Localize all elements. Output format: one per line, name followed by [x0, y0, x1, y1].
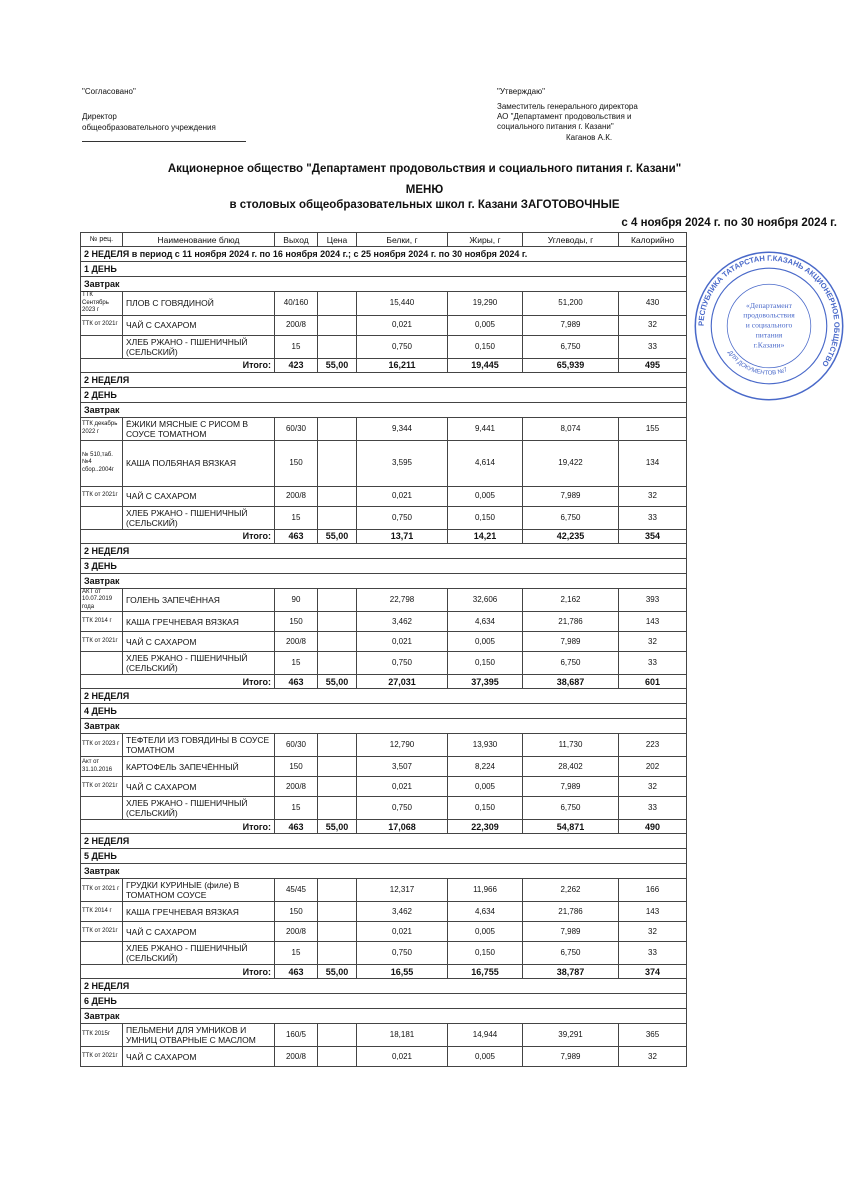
organization-title: Акционерное общество "Департамент продовольствия и социального питания г. Казани"	[167, 163, 682, 175]
total-carbs: 42,235	[523, 529, 619, 543]
section-label: Завтрак	[81, 573, 687, 588]
section-row	[81, 573, 687, 588]
dish-carbs: 28,402	[523, 757, 619, 777]
section-row	[81, 864, 687, 879]
section-row	[81, 558, 687, 573]
agreed-label: "Согласовано"	[82, 87, 136, 96]
col-price: Цена	[318, 233, 357, 247]
dish-name: ХЛЕБ РЖАНО - ПШЕНИЧНЫЙ (СЕЛЬСКИЙ)	[123, 506, 275, 529]
dish-price	[318, 757, 357, 777]
section-row	[81, 704, 687, 719]
section-label: 2 НЕДЕЛЯ	[81, 689, 687, 704]
dish-output: 40/160	[275, 292, 318, 316]
dish-row	[81, 1047, 687, 1067]
section-label: 5 ДЕНЬ	[81, 849, 687, 864]
dish-row	[81, 486, 687, 506]
col-dish-name: Наименование блюд	[123, 233, 275, 247]
dish-row	[81, 797, 687, 820]
stamp-text: г.Казани»	[753, 340, 785, 350]
section-row	[81, 689, 687, 704]
dish-fat: 32,606	[448, 588, 523, 612]
recipe-ref: Акт от 31.10.2016	[81, 757, 123, 777]
section-label: 4 ДЕНЬ	[81, 704, 687, 719]
section-label: 3 ДЕНЬ	[81, 558, 687, 573]
dish-fat: 0,150	[448, 797, 523, 820]
total-calories: 490	[619, 820, 687, 834]
dish-name: ХЛЕБ РЖАНО - ПШЕНИЧНЫЙ (СЕЛЬСКИЙ)	[123, 335, 275, 358]
section-row	[81, 262, 687, 277]
stamp-text: продовольствия	[743, 310, 795, 320]
total-label: Итого:	[81, 675, 275, 689]
dish-output: 200/8	[275, 486, 318, 506]
dish-calories: 33	[619, 797, 687, 820]
total-protein: 16,211	[357, 358, 448, 372]
dish-output: 150	[275, 440, 318, 486]
dish-protein: 0,021	[357, 315, 448, 335]
total-protein: 13,71	[357, 529, 448, 543]
recipe-ref: ТТК от 2021г	[81, 777, 123, 797]
dish-fat: 4,614	[448, 440, 523, 486]
total-price: 55,00	[318, 358, 357, 372]
dish-price	[318, 1024, 357, 1047]
dish-carbs: 6,750	[523, 942, 619, 965]
dish-protein: 9,344	[357, 417, 448, 440]
dish-name: ЧАЙ С САХАРОМ	[123, 632, 275, 652]
dish-row	[81, 902, 687, 922]
section-label: 1 ДЕНЬ	[81, 262, 687, 277]
section-row	[81, 372, 687, 387]
stamp-text: «Департамент	[746, 300, 792, 310]
dish-fat: 0,005	[448, 632, 523, 652]
total-label: Итого:	[81, 358, 275, 372]
dish-calories: 143	[619, 902, 687, 922]
total-row	[81, 675, 687, 689]
total-price: 55,00	[318, 965, 357, 979]
dish-price	[318, 734, 357, 757]
recipe-ref	[81, 506, 123, 529]
section-row	[81, 387, 687, 402]
dish-calories: 365	[619, 1024, 687, 1047]
col-carbs: Углеводы, г	[523, 233, 619, 247]
recipe-ref	[81, 652, 123, 675]
dish-calories: 166	[619, 879, 687, 902]
dish-output: 60/30	[275, 417, 318, 440]
total-row	[81, 358, 687, 372]
dish-output: 15	[275, 335, 318, 358]
dish-row	[81, 1024, 687, 1047]
dish-fat: 0,005	[448, 1047, 523, 1067]
dish-calories: 202	[619, 757, 687, 777]
dish-carbs: 21,786	[523, 902, 619, 922]
dish-row	[81, 879, 687, 902]
dish-protein: 3,462	[357, 612, 448, 632]
section-row	[81, 543, 687, 558]
dish-output: 200/8	[275, 315, 318, 335]
dish-output: 45/45	[275, 879, 318, 902]
dish-row	[81, 440, 687, 486]
dish-protein: 12,790	[357, 734, 448, 757]
dish-price	[318, 486, 357, 506]
total-calories: 374	[619, 965, 687, 979]
approver-line-1: Заместитель генерального директора	[497, 102, 638, 111]
stamp-inner-text: ДЛЯ ДОКУМЕНТОВ №7	[726, 349, 789, 377]
dish-price	[318, 506, 357, 529]
dish-price	[318, 335, 357, 358]
section-label: 2 НЕДЕЛЯ	[81, 543, 687, 558]
dish-fat: 19,290	[448, 292, 523, 316]
dish-protein: 0,750	[357, 942, 448, 965]
recipe-ref: № 510,таб.№4 сбор..2004г	[81, 440, 123, 486]
recipe-ref	[81, 797, 123, 820]
col-fat: Жиры, г	[448, 233, 523, 247]
total-row	[81, 965, 687, 979]
dish-name: ХЛЕБ РЖАНО - ПШЕНИЧНЫЙ (СЕЛЬСКИЙ)	[123, 652, 275, 675]
dish-carbs: 21,786	[523, 612, 619, 632]
total-output: 463	[275, 965, 318, 979]
dish-fat: 4,634	[448, 902, 523, 922]
dish-fat: 0,005	[448, 777, 523, 797]
total-label: Итого:	[81, 820, 275, 834]
recipe-ref: ТТК от 2023 г	[81, 734, 123, 757]
dish-price	[318, 292, 357, 316]
total-protein: 27,031	[357, 675, 448, 689]
dish-carbs: 7,989	[523, 922, 619, 942]
total-fat: 19,445	[448, 358, 523, 372]
section-label: Завтрак	[81, 277, 687, 292]
dish-calories: 33	[619, 335, 687, 358]
dish-price	[318, 588, 357, 612]
col-calories: Калорийно	[619, 233, 687, 247]
dish-row	[81, 652, 687, 675]
dish-fat: 0,005	[448, 922, 523, 942]
total-row	[81, 529, 687, 543]
recipe-ref: ТТК 2015г	[81, 1024, 123, 1047]
recipe-ref: ТТК Сентябрь 2023 г	[81, 292, 123, 316]
dish-row	[81, 417, 687, 440]
dish-row	[81, 734, 687, 757]
dish-fat: 4,634	[448, 612, 523, 632]
section-label: Завтрак	[81, 402, 687, 417]
dish-calories: 33	[619, 506, 687, 529]
recipe-ref	[81, 335, 123, 358]
menu-period: с 4 ноября 2024 г. по 30 ноября 2024 г.	[621, 217, 837, 229]
dish-carbs: 7,989	[523, 777, 619, 797]
dish-row	[81, 632, 687, 652]
dish-calories: 223	[619, 734, 687, 757]
dish-calories: 33	[619, 942, 687, 965]
section-row	[81, 994, 687, 1009]
dish-output: 15	[275, 797, 318, 820]
section-label: Завтрак	[81, 1009, 687, 1024]
section-label: Завтрак	[81, 864, 687, 879]
dish-fat: 0,150	[448, 652, 523, 675]
total-fat: 14,21	[448, 529, 523, 543]
total-fat: 37,395	[448, 675, 523, 689]
approver-line-2: АО "Департамент продовольствия и	[497, 112, 632, 121]
dish-carbs: 6,750	[523, 797, 619, 820]
dish-output: 150	[275, 612, 318, 632]
dish-row	[81, 942, 687, 965]
table-header	[81, 233, 687, 247]
dish-price	[318, 922, 357, 942]
section-row	[81, 849, 687, 864]
total-carbs: 38,687	[523, 675, 619, 689]
recipe-ref: ТТК от 2021г	[81, 632, 123, 652]
dish-output: 60/30	[275, 734, 318, 757]
dish-fat: 13,930	[448, 734, 523, 757]
dish-carbs: 51,200	[523, 292, 619, 316]
dish-name: ПЛОВ С ГОВЯДИНОЙ	[123, 292, 275, 316]
dish-row	[81, 588, 687, 612]
section-label: 2 НЕДЕЛЯ	[81, 979, 687, 994]
dish-carbs: 2,162	[523, 588, 619, 612]
dish-price	[318, 440, 357, 486]
dish-name: КАРТОФЕЛЬ ЗАПЕЧЁННЫЙ	[123, 757, 275, 777]
dish-protein: 0,021	[357, 922, 448, 942]
dish-protein: 3,595	[357, 440, 448, 486]
total-price: 55,00	[318, 529, 357, 543]
col-recipe-no: № рец.	[81, 233, 123, 247]
dish-name: ЧАЙ С САХАРОМ	[123, 1047, 275, 1067]
recipe-ref: ТТК от 2021г	[81, 315, 123, 335]
dish-fat: 11,966	[448, 879, 523, 902]
total-label: Итого:	[81, 529, 275, 543]
dish-protein: 18,181	[357, 1024, 448, 1047]
total-output: 463	[275, 820, 318, 834]
dish-price	[318, 417, 357, 440]
section-row	[81, 979, 687, 994]
dish-name: ПЕЛЬМЕНИ ДЛЯ УМНИКОВ И УМНИЦ ОТВАРНЫЕ С МАСЛОМ	[123, 1024, 275, 1047]
dish-calories: 32	[619, 632, 687, 652]
dish-name: КАША ГРЕЧНЕВАЯ ВЯЗКАЯ	[123, 612, 275, 632]
recipe-ref: ТТК от 2021 г	[81, 879, 123, 902]
dish-fat: 0,005	[448, 486, 523, 506]
dish-name: ТЕФТЕЛИ ИЗ ГОВЯДИНЫ В СОУСЕ ТОМАТНОМ	[123, 734, 275, 757]
recipe-ref: ТТК 2014 г	[81, 902, 123, 922]
stamp-text: и социального	[745, 320, 793, 330]
dish-price	[318, 315, 357, 335]
dish-protein: 0,021	[357, 632, 448, 652]
dish-row	[81, 335, 687, 358]
dish-protein: 0,750	[357, 506, 448, 529]
dish-row	[81, 292, 687, 316]
total-carbs: 54,871	[523, 820, 619, 834]
dish-protein: 0,021	[357, 486, 448, 506]
recipe-ref: ТТК декабрь 2022 г	[81, 417, 123, 440]
section-row	[81, 277, 687, 292]
dish-output: 90	[275, 588, 318, 612]
signature-line	[82, 141, 246, 142]
dish-fat: 0,150	[448, 506, 523, 529]
approve-label: "Утверждаю"	[497, 87, 545, 96]
dish-calories: 143	[619, 612, 687, 632]
dish-carbs: 2,262	[523, 879, 619, 902]
dish-carbs: 19,422	[523, 440, 619, 486]
stamp-outer-text: РЕСПУБЛИКА ТАТАРСТАН Г.КАЗАНЬ АКЦИОНЕРНОЕ ОБЩЕСТВО	[696, 253, 842, 369]
recipe-ref: АКТ от 10.07.2019 года	[81, 588, 123, 612]
recipe-ref: ТТК 2014 г	[81, 612, 123, 632]
dish-output: 200/8	[275, 1047, 318, 1067]
dish-name: ХЛЕБ РЖАНО - ПШЕНИЧНЫЙ (СЕЛЬСКИЙ)	[123, 797, 275, 820]
dish-row	[81, 757, 687, 777]
dish-output: 150	[275, 902, 318, 922]
total-fat: 16,755	[448, 965, 523, 979]
total-carbs: 65,939	[523, 358, 619, 372]
total-protein: 17,068	[357, 820, 448, 834]
dish-price	[318, 1047, 357, 1067]
dish-protein: 12,317	[357, 879, 448, 902]
dish-calories: 155	[619, 417, 687, 440]
dish-row	[81, 777, 687, 797]
dish-fat: 0,150	[448, 335, 523, 358]
dish-protein: 0,021	[357, 777, 448, 797]
dish-name: ЁЖИКИ МЯСНЫЕ С РИСОМ В СОУСЕ ТОМАТНОМ	[123, 417, 275, 440]
company-seal-stamp	[693, 250, 845, 402]
section-row	[81, 402, 687, 417]
recipe-ref: ТТК от 2021г	[81, 486, 123, 506]
total-output: 463	[275, 529, 318, 543]
dish-name: ХЛЕБ РЖАНО - ПШЕНИЧНЫЙ (СЕЛЬСКИЙ)	[123, 942, 275, 965]
col-output: Выход	[275, 233, 318, 247]
dish-carbs: 6,750	[523, 506, 619, 529]
total-output: 463	[275, 675, 318, 689]
dish-row	[81, 315, 687, 335]
dish-carbs: 7,989	[523, 1047, 619, 1067]
recipe-ref	[81, 942, 123, 965]
menu-title: МЕНЮ	[405, 184, 444, 196]
dish-price	[318, 652, 357, 675]
section-label: 2 НЕДЕЛЯ в период с 11 ноября 2024 г. по 16 ноября 2024 г.; с 25 ноября 2024 г. по 30 ноября 2024 г.	[81, 247, 687, 262]
dish-carbs: 7,989	[523, 486, 619, 506]
total-label: Итого:	[81, 965, 275, 979]
dish-price	[318, 942, 357, 965]
total-output: 423	[275, 358, 318, 372]
total-carbs: 38,787	[523, 965, 619, 979]
dish-output: 15	[275, 942, 318, 965]
total-calories: 495	[619, 358, 687, 372]
dish-price	[318, 902, 357, 922]
dish-calories: 32	[619, 1047, 687, 1067]
dish-output: 200/8	[275, 922, 318, 942]
section-label: 6 ДЕНЬ	[81, 994, 687, 1009]
dish-calories: 32	[619, 922, 687, 942]
dish-carbs: 7,989	[523, 632, 619, 652]
dish-output: 200/8	[275, 632, 318, 652]
total-protein: 16,55	[357, 965, 448, 979]
dish-protein: 0,750	[357, 335, 448, 358]
director-label: Директор	[82, 112, 117, 121]
dish-calories: 32	[619, 486, 687, 506]
dish-output: 15	[275, 652, 318, 675]
dish-name: КАША ПОЛБЯНАЯ ВЯЗКАЯ	[123, 440, 275, 486]
dish-price	[318, 879, 357, 902]
dish-row	[81, 506, 687, 529]
dish-protein: 3,507	[357, 757, 448, 777]
total-calories: 601	[619, 675, 687, 689]
total-fat: 22,309	[448, 820, 523, 834]
dish-price	[318, 777, 357, 797]
dish-protein: 22,798	[357, 588, 448, 612]
total-row	[81, 820, 687, 834]
institution-label: общеобразовательного учреждения	[82, 123, 216, 132]
dish-calories: 134	[619, 440, 687, 486]
dish-price	[318, 632, 357, 652]
section-label: 2 ДЕНЬ	[81, 387, 687, 402]
dish-carbs: 6,750	[523, 335, 619, 358]
approver-line-3: социального питания г. Казани"	[497, 122, 614, 131]
approver-name: Каганов А.К.	[566, 133, 613, 142]
dish-protein: 0,021	[357, 1047, 448, 1067]
dish-name: ЧАЙ С САХАРОМ	[123, 777, 275, 797]
dish-name: ЧАЙ С САХАРОМ	[123, 486, 275, 506]
dish-name: ЧАЙ С САХАРОМ	[123, 315, 275, 335]
dish-name: ГРУДКИ КУРИНЫЕ (филе) В ТОМАТНОМ СОУСЕ	[123, 879, 275, 902]
dish-carbs: 7,989	[523, 315, 619, 335]
dish-price	[318, 797, 357, 820]
dish-calories: 393	[619, 588, 687, 612]
menu-table	[80, 232, 687, 1067]
total-price: 55,00	[318, 675, 357, 689]
total-calories: 354	[619, 529, 687, 543]
dish-fat: 0,005	[448, 315, 523, 335]
recipe-ref: ТТК от 2021г	[81, 922, 123, 942]
dish-fat: 14,944	[448, 1024, 523, 1047]
section-row	[81, 247, 687, 262]
stamp-text: питания	[755, 330, 783, 340]
dish-output: 15	[275, 506, 318, 529]
dish-protein: 3,462	[357, 902, 448, 922]
dish-calories: 32	[619, 777, 687, 797]
dish-row	[81, 612, 687, 632]
section-row	[81, 834, 687, 849]
dish-carbs: 6,750	[523, 652, 619, 675]
recipe-ref: ТТК от 2021г	[81, 1047, 123, 1067]
dish-fat: 8,224	[448, 757, 523, 777]
dish-name: ЧАЙ С САХАРОМ	[123, 922, 275, 942]
dish-output: 150	[275, 757, 318, 777]
dish-fat: 9,441	[448, 417, 523, 440]
col-protein: Белки, г	[357, 233, 448, 247]
section-label: 2 НЕДЕЛЯ	[81, 834, 687, 849]
dish-name: ГОЛЕНЬ ЗАПЕЧЁННАЯ	[123, 588, 275, 612]
dish-price	[318, 612, 357, 632]
section-row	[81, 1009, 687, 1024]
dish-carbs: 39,291	[523, 1024, 619, 1047]
dish-protein: 0,750	[357, 652, 448, 675]
dish-output: 160/5	[275, 1024, 318, 1047]
dish-protein: 0,750	[357, 797, 448, 820]
dish-calories: 430	[619, 292, 687, 316]
dish-carbs: 8,074	[523, 417, 619, 440]
dish-calories: 32	[619, 315, 687, 335]
dish-fat: 0,150	[448, 942, 523, 965]
dish-protein: 15,440	[357, 292, 448, 316]
menu-subtitle: в столовых общеобразовательных школ г. Казани ЗАГОТОВОЧНЫЕ	[229, 199, 620, 211]
section-row	[81, 719, 687, 734]
dish-name: КАША ГРЕЧНЕВАЯ ВЯЗКАЯ	[123, 902, 275, 922]
dish-output: 200/8	[275, 777, 318, 797]
dish-calories: 33	[619, 652, 687, 675]
total-price: 55,00	[318, 820, 357, 834]
dish-carbs: 11,730	[523, 734, 619, 757]
section-label: Завтрак	[81, 719, 687, 734]
section-label: 2 НЕДЕЛЯ	[81, 372, 687, 387]
dish-row	[81, 922, 687, 942]
